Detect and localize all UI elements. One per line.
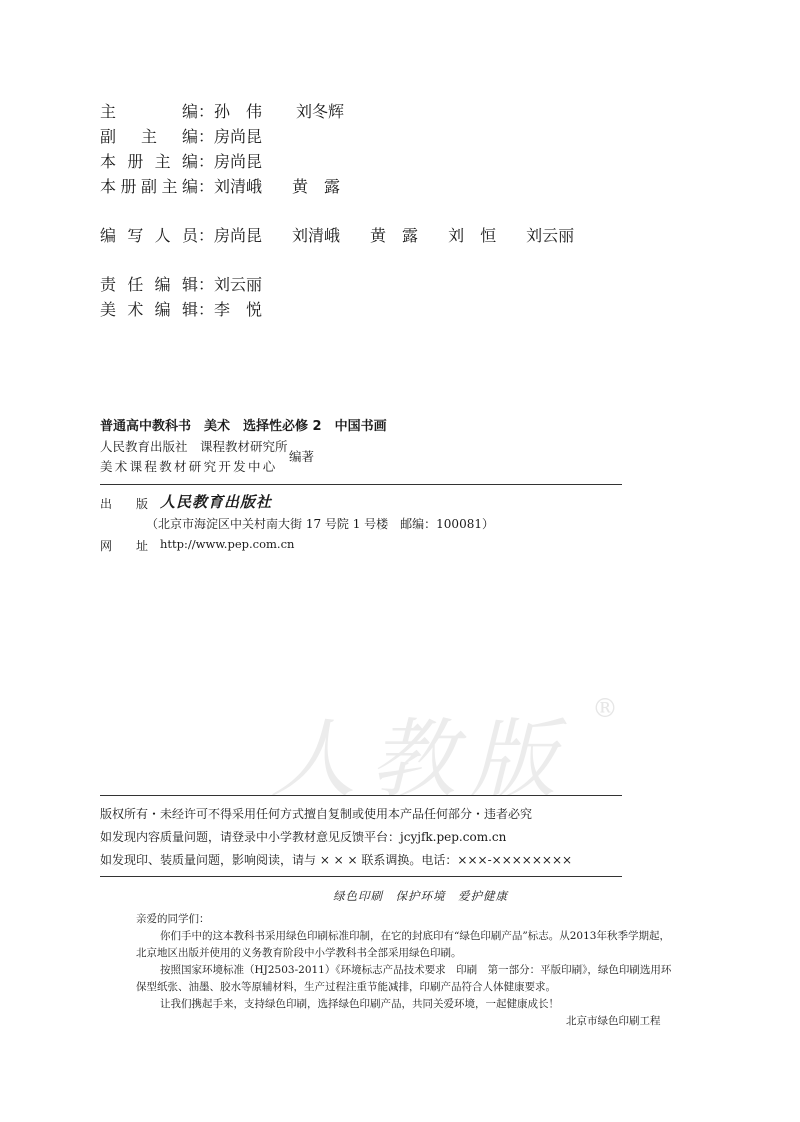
credit-label: 主 编 xyxy=(100,102,198,121)
registered-mark: ® xyxy=(592,694,618,724)
credit-label: 编写人员 xyxy=(100,226,198,245)
credit-art-editor: 美术编辑：李 悦 xyxy=(100,300,263,319)
credit-label: 本册副主编 xyxy=(100,177,198,196)
credit-name: 刘冬辉 xyxy=(296,102,345,121)
credit-chief-editor: 主 编：孙 伟 刘冬辉 xyxy=(100,102,345,121)
credit-name: 刘清峨 xyxy=(214,177,263,196)
credit-name: 房尚昆 xyxy=(214,226,263,245)
credit-responsible-editor: 责任编辑：刘云丽 xyxy=(100,275,263,294)
green-greeting: 亲爱的同学们： xyxy=(136,913,210,925)
book-org-2: 美术课程教材研究开发中心 xyxy=(100,459,278,474)
green-paragraph: 按照国家环境标准（HJ2503-2011）《环境标志产品技术要求 印刷 第一部分：平版印刷》，绿色印刷选用环 xyxy=(160,964,672,976)
publisher-url: http://www.pep.com.cn xyxy=(160,537,295,551)
book-role: 编著 xyxy=(289,449,315,464)
book-title: 普通高中教科书 美术 选择性必修 2 中国书画 xyxy=(100,419,387,434)
credit-name: 房尚昆 xyxy=(214,127,263,146)
divider xyxy=(100,795,622,796)
print-notice: 如发现印、装质量问题，影响阅读，请与 × × × 联系调换。电话：×××-×××××××× xyxy=(100,853,573,867)
credit-deputy-editor: 副 主 编：房尚昆 xyxy=(100,127,263,146)
green-heading: 绿色印刷 保护环境 爱护健康 xyxy=(333,889,508,903)
green-paragraph: 北京地区出版并使用的义务教育阶段中小学教科书全部采用绿色印刷。 xyxy=(136,947,462,959)
quality-notice: 如发现内容质量问题，请登录中小学教材意见反馈平台：jcyjfk.pep.com.cn xyxy=(100,830,507,844)
credit-name: 房尚昆 xyxy=(214,152,263,171)
credit-name: 黄 露 xyxy=(292,177,341,196)
credit-name: 黄 露 xyxy=(370,226,419,245)
copyright-notice: 版权所有・未经许可不得采用任何方式擅自复制或使用本产品任何部分・违者必究 xyxy=(100,807,533,821)
credit-writers: 编写人员：房尚昆 刘清峨 黄 露 刘 恒 刘云丽 xyxy=(100,226,575,245)
credit-name: 刘云丽 xyxy=(526,226,575,245)
watermark xyxy=(270,690,630,820)
publisher-address: （北京市海淀区中关村南大街 17 号院 1 号楼 邮编：100081） xyxy=(146,517,494,531)
divider xyxy=(100,876,622,877)
credit-volume-deputy-editor: 本册副主编：刘清峨 黄 露 xyxy=(100,177,341,196)
credit-label: 责任编辑 xyxy=(100,275,198,294)
green-paragraph: 保型纸张、油墨、胶水等原辅材料，生产过程注重节能减排，印刷产品符合人体健康要求。 xyxy=(136,981,556,993)
credit-name: 李 悦 xyxy=(214,300,263,319)
url-label: 网 址 xyxy=(100,539,149,553)
publisher-logo: 人民教育出版社 xyxy=(160,493,273,511)
credit-name: 刘 恒 xyxy=(448,226,497,245)
publisher-label: 出 版 xyxy=(100,497,149,511)
credit-name: 刘云丽 xyxy=(214,275,263,294)
credit-label: 副 主 编 xyxy=(100,127,198,146)
green-paragraph: 你们手中的这本教科书采用绿色印刷标准印制，在它的封底印有“绿色印刷产品”标志。从2013年秋季学期起， xyxy=(160,930,670,942)
book-org-1: 人民教育出版社 课程教材研究所 xyxy=(100,439,288,454)
green-paragraph: 让我们携起手来，支持绿色印刷，选择绿色印刷产品，共同关爱环境，一起健康成长！ xyxy=(160,998,559,1010)
divider xyxy=(100,484,622,485)
credit-name: 刘清峨 xyxy=(292,226,341,245)
watermark-text: 人教版 xyxy=(270,710,570,810)
credit-label: 美术编辑 xyxy=(100,300,198,319)
credit-volume-editor: 本册主编：房尚昆 xyxy=(100,152,263,171)
credit-name: 孙 伟 xyxy=(214,102,263,121)
green-signature: 北京市绿色印刷工程 xyxy=(566,1015,661,1027)
credit-label: 本册主编 xyxy=(100,152,198,171)
